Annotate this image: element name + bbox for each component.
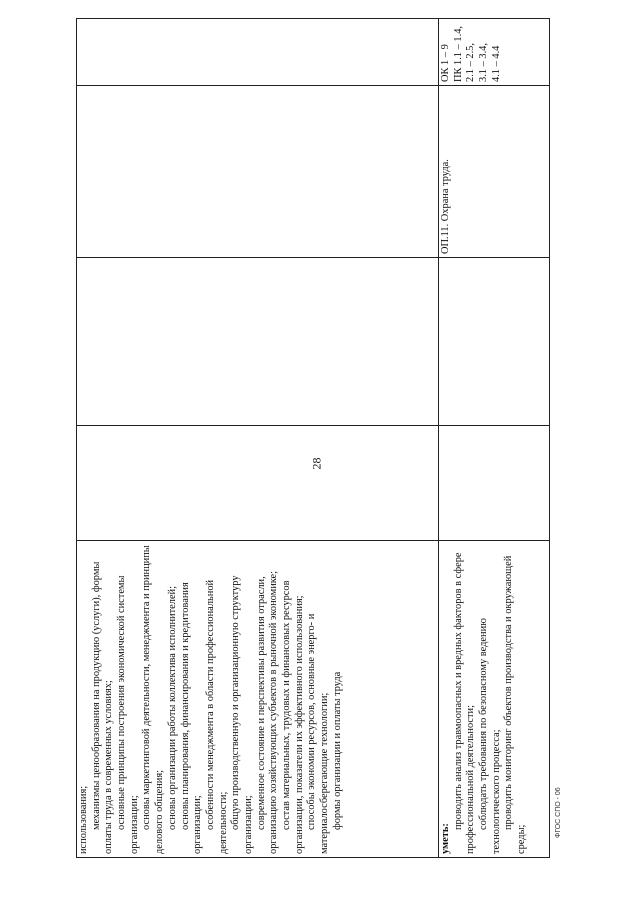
skills-cell (439, 541, 550, 858)
content-line: соблюдать требования по безопасному ведению технологического процесса; (478, 618, 502, 854)
content-line: основы организации работы коллектива исполнителей; (166, 585, 178, 830)
competence-code: ОК 1 – 9 (440, 44, 451, 82)
content-line: общую производственную и организационную структуру организации; (230, 575, 254, 854)
content-line: состав материальных, трудовых и финансовых ресурсов организации, показатели их эффективного использования; (281, 580, 305, 854)
hours-cell (439, 426, 550, 541)
competence-code: ПК 1.1 – 1.4, (452, 26, 464, 82)
standards-table-wrapper (76, 20, 550, 858)
competence-code: 4.1 – 4.4 (490, 45, 502, 82)
content-line: проводить мониторинг объектов производства и окружающей среды; (503, 555, 528, 854)
content-line: основные принципы построения экономической системы организации; (116, 575, 140, 854)
content-line: механизмы ценообразования на продукцию (услуги), формы оплаты труда в современных условиях; (90, 561, 115, 854)
content-line: современное состояние и перспективы развития отрасли, организацию хозяйствующих субъектов в рыночной экономике; (255, 570, 280, 854)
content-line: способы экономии ресурсов, основные энерго- и материалосберегающие технологии; (306, 613, 331, 854)
competence-code: 2.1 – 2.5, (465, 43, 477, 82)
discipline-cell (439, 86, 550, 258)
content-line: основы маркетинговой деятельности, менеджмента и принципы делового общения; (141, 545, 166, 854)
page-number: 28 (309, 457, 324, 470)
content-line: формы организации и оплаты труда (331, 671, 343, 830)
discipline-name: ОП.11. Охрана труда. (440, 159, 451, 254)
content-line: использования; (78, 785, 89, 854)
table-row (439, 19, 550, 858)
content-line: особенности менеджмента в области профессиональной деятельности; (204, 579, 229, 854)
table-row (77, 19, 439, 858)
footer-label: ФГОС СПО - 06 (555, 787, 562, 838)
competence-code: 3.1 – 3.4, (478, 43, 490, 82)
hours-cell (77, 258, 439, 426)
standards-table (76, 18, 550, 858)
content-line: основы планирования, финансирования и кредитования организации; (179, 582, 204, 854)
knowledge-cell (77, 541, 439, 858)
competence-cell (439, 19, 550, 86)
content-line: проводить анализ травмоопасных и вредных факторов в сфере профессиональной деятельности; (452, 552, 477, 854)
competence-cell (77, 19, 439, 86)
discipline-cell (77, 86, 439, 258)
skills-heading: уметь: (440, 823, 451, 854)
hours-cell (77, 426, 439, 541)
hours-cell (439, 258, 550, 426)
